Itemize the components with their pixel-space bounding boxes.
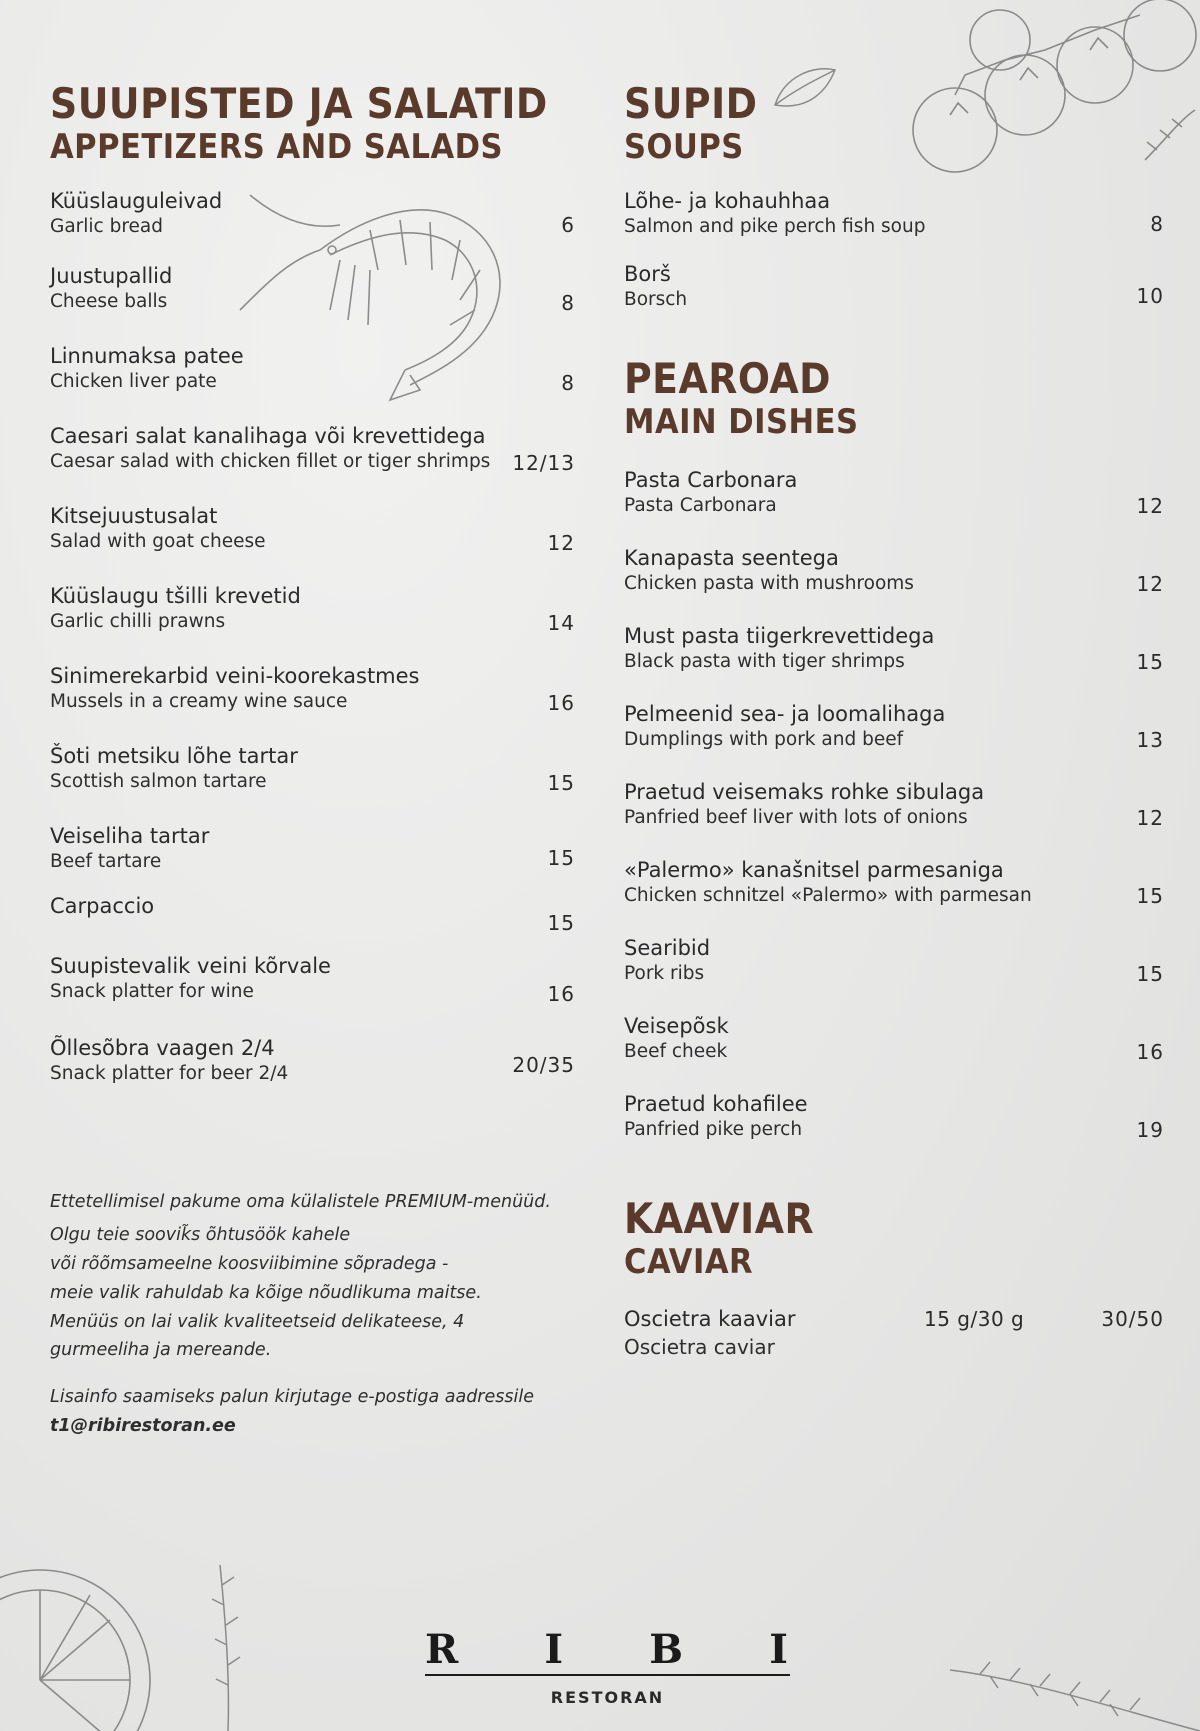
logo-letter: B — [649, 1626, 686, 1673]
item-name-et: Pasta Carbonara — [624, 467, 798, 492]
item-price: 15 — [547, 910, 575, 935]
item-price: 16 — [547, 981, 575, 1006]
item-name-et: Šoti metsiku lõhe tartar — [50, 743, 298, 768]
menu-item — [624, 261, 1164, 331]
section-title-appetizers-et: SUUPISTED JA SALATID — [50, 79, 548, 128]
caviar-list — [624, 1306, 1164, 1366]
contact-email-link[interactable]: t1@ribirestoran.ee — [50, 1416, 236, 1437]
item-price: 8 — [561, 290, 575, 315]
item-name-en: Garlic chilli prawns — [50, 611, 226, 633]
item-name-et: Borš — [624, 261, 671, 286]
item-name-en: Beef cheek — [624, 1040, 728, 1062]
item-name-et: Kanapasta seentega — [624, 545, 839, 570]
item-price: 15 — [1136, 883, 1164, 908]
menu-item — [50, 953, 575, 1035]
item-name-en: Mussels in a creamy wine sauce — [50, 691, 348, 713]
item-name-et: Küüslauguleivad — [50, 188, 223, 213]
item-name-en: Dumplings with pork and beef — [624, 728, 904, 750]
menu-item — [624, 857, 1164, 935]
item-name-et: Pelmeenid sea- ja loomalihaga — [624, 701, 946, 726]
item-price: 15 — [547, 845, 575, 870]
item-name-en: Garlic bread — [50, 216, 164, 238]
item-price: 8 — [561, 370, 575, 395]
item-price: 10 — [1136, 283, 1164, 308]
appetizers-section — [50, 79, 575, 1095]
item-price: 14 — [547, 610, 575, 635]
item-price: 15 — [1136, 649, 1164, 674]
menu-item — [50, 343, 575, 423]
item-name-en: Snack platter for beer 2/4 — [50, 1063, 289, 1085]
caviar-section — [624, 1193, 1164, 1367]
item-price: 12 — [1136, 571, 1164, 596]
item-price: 16 — [547, 690, 575, 715]
logo-letter: I — [544, 1626, 566, 1673]
item-price: 15 — [547, 770, 575, 795]
item-name-et: Linnumaksa patee — [50, 343, 244, 368]
menu-item — [624, 779, 1164, 857]
section-title-caviar-en: CAVIAR — [624, 1241, 754, 1282]
logo-letter: I — [769, 1626, 790, 1673]
section-title-appetizers-en: APPETIZERS AND SALADS — [50, 127, 504, 168]
section-title-soups-et: SUPID — [624, 79, 758, 128]
item-price: 19 — [1136, 1117, 1164, 1142]
item-name-en: Chicken pasta with mushrooms — [624, 572, 914, 594]
section-title-soups-en: SOUPS — [624, 127, 744, 168]
item-name-et: Searibid — [624, 935, 711, 960]
section-title-mains-et: PEAROAD — [624, 353, 831, 403]
note-line: või rõõmsameelne koosviibimine sõpradega - — [50, 1253, 449, 1274]
item-name-et: Lõhe- ja kohauhhaa — [624, 188, 831, 213]
logo-wordmark — [425, 1628, 790, 1672]
item-name-en: Panfried pike perch — [624, 1118, 803, 1140]
menu-item — [624, 623, 1164, 701]
item-name-en: Beef tartare — [50, 851, 162, 873]
item-name-et: Kitsejuustusalat — [50, 503, 218, 528]
logo-subtitle: RESTORAN — [550, 1688, 665, 1707]
menu-item — [50, 663, 575, 743]
item-name-et: Praetud kohafilee — [624, 1091, 808, 1116]
item-name-en: Black pasta with tiger shrimps — [624, 650, 905, 672]
menu-item — [50, 823, 575, 893]
item-name-et: Caesari salat kanalihaga või krevettidega — [50, 423, 486, 448]
item-name-en: Snack platter for wine — [50, 981, 254, 1003]
note-line: Lisainfo saamiseks palun kirjutage e-postiga aadressile — [50, 1387, 534, 1408]
note-line: Ettetellimisel pakume oma külalistele PREMIUM-menüüd. — [50, 1192, 551, 1212]
menu-item — [50, 1035, 575, 1095]
item-price: 12 — [1136, 805, 1164, 830]
logo-divider — [425, 1674, 790, 1676]
item-name-et: Suupistevalik veini kõrvale — [50, 953, 331, 978]
item-name-et: «Palermo» kanašnitsel parmesaniga — [624, 857, 1004, 882]
item-name-et: Carpaccio — [50, 893, 155, 918]
item-quantity: 15 g/30 g — [924, 1307, 1025, 1332]
item-name-et: Praetud veisemaks rohke sibulaga — [624, 779, 985, 804]
item-price: 13 — [1136, 727, 1164, 752]
appetizers-list — [50, 188, 575, 1095]
logo-letter: R — [425, 1626, 461, 1673]
item-name-en: Oscietra caviar — [624, 1334, 775, 1359]
item-name-en: Borsch — [624, 289, 688, 311]
item-name-et: Veiseliha tartar — [50, 823, 210, 848]
item-name-et: Veisepõsk — [624, 1013, 729, 1038]
item-name-et: Küüslaugu tšilli krevetid — [50, 583, 301, 608]
menu-item — [624, 545, 1164, 623]
menu-item — [624, 188, 1164, 261]
section-title-mains-en: MAIN DISHES — [624, 401, 859, 442]
item-price: 20/35 — [512, 1052, 575, 1077]
herb-sprig-illustration — [200, 1565, 260, 1731]
item-name-en: Caesar salad with chicken fillet or tiger shrimps — [50, 451, 491, 473]
lemon-illustration — [0, 1550, 170, 1731]
item-name-en: Salmon and pike perch fish soup — [624, 216, 926, 238]
item-name-en: Scottish salmon tartare — [50, 771, 267, 793]
menu-item — [624, 701, 1164, 779]
note-line: Menüüs on lai valik kvaliteetseid delikateese, 4 — [50, 1311, 465, 1332]
menu-item — [50, 188, 575, 263]
note-line: gurmeeliha ja mereande. — [50, 1340, 272, 1361]
menu-item — [624, 467, 1164, 545]
menu-item — [624, 1091, 1164, 1169]
item-name-en: Chicken schnitzel «Palermo» with parmesan — [624, 884, 1032, 906]
premium-note — [50, 1188, 570, 1441]
item-name-et: Sinimerekarbid veini-koorekastmes — [50, 663, 420, 688]
main-dishes-list — [624, 467, 1164, 1169]
item-price: 12/13 — [512, 450, 575, 475]
menu-item — [50, 423, 575, 503]
item-price: 6 — [561, 213, 575, 238]
ribi-restoran-logo — [425, 1628, 790, 1707]
note-line: Olgu teie soovik̃s õhtusöök kahele — [50, 1224, 351, 1245]
menu-item — [50, 743, 575, 823]
item-price: 12 — [547, 530, 575, 555]
item-name-et: Oscietra kaaviar — [624, 1307, 796, 1332]
note-line: meie valik rahuldab ka kõige nõudlikuma maitse. — [50, 1282, 482, 1303]
menu-item — [624, 935, 1164, 1013]
section-title-caviar-et: KAAVIAR — [624, 1193, 815, 1243]
item-price: 15 — [1136, 961, 1164, 986]
item-name-et: Must pasta tiigerkrevettidega — [624, 623, 935, 648]
item-name-en: Pasta Carbonara — [624, 494, 777, 516]
main-dishes-section — [624, 353, 1164, 1169]
item-name-en: Salad with goat cheese — [50, 531, 266, 553]
item-price: 30/50 — [1101, 1307, 1164, 1332]
item-name-en: Chicken liver pate — [50, 371, 217, 393]
item-price: 8 — [1150, 212, 1164, 237]
item-price: 16 — [1136, 1039, 1164, 1064]
rosemary-illustration — [950, 1600, 1200, 1731]
item-name-en: Panfried beef liver with lots of onions — [624, 806, 968, 828]
item-name-en: Cheese balls — [50, 291, 168, 313]
menu-item — [50, 583, 575, 663]
menu-item — [624, 1306, 1164, 1366]
soups-list — [624, 188, 1164, 331]
item-name-et: Juustupallid — [50, 263, 173, 288]
right-column — [624, 79, 1164, 1366]
menu-item — [50, 893, 575, 953]
soups-section — [624, 79, 1164, 331]
item-price: 12 — [1136, 493, 1164, 518]
item-name-et: Õllesõbra vaagen 2/4 — [50, 1035, 275, 1060]
menu-item — [624, 1013, 1164, 1091]
menu-item — [50, 263, 575, 343]
item-name-en: Pork ribs — [624, 962, 705, 984]
menu-item — [50, 503, 575, 583]
